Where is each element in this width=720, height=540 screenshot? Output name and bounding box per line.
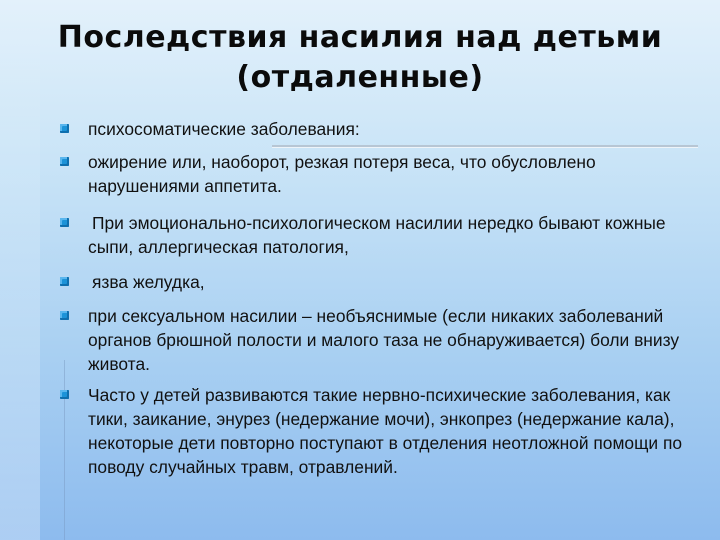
bullet-text: ожирение или, наоборот, резкая потеря веса, что обусловлено нарушениями аппетита. [88, 152, 596, 196]
bullet-list [58, 117, 698, 489]
square-bullet-icon [60, 218, 69, 227]
bullet-text: психосоматические заболевания: [88, 119, 360, 139]
bullet-item [58, 211, 698, 259]
bullet-item [58, 150, 698, 198]
slide-title-line-2: (отдаленные) [236, 60, 484, 95]
bullet-item [58, 304, 698, 376]
square-bullet-icon [60, 277, 69, 286]
square-bullet-icon [60, 157, 69, 166]
square-bullet-icon [60, 390, 69, 399]
bullet-item [58, 117, 698, 141]
bullet-text: Часто у детей развиваются такие нервно-психические заболевания, как тики, заикание, энурез (недержание мочи), энкопрез (недержание кала), некоторые дети повторно поступают в отделения неотложной помощи по поводу случайных травм, отравлений. [88, 385, 683, 477]
bullet-item [58, 270, 698, 294]
bullet-text: язва желудка, [92, 272, 205, 292]
bullet-item [58, 383, 698, 479]
square-bullet-icon [60, 124, 69, 133]
bullet-text: при сексуальном насилии – необъяснимые (если никаких заболеваний органов брюшной полости и малого таза не обнаруживается) боли внизу живота. [88, 306, 680, 374]
slide-title [0, 18, 720, 98]
bullet-text: При эмоционально-психологическом насилии нередко бывают кожные сыпи, аллергическая патология, [88, 213, 666, 257]
slide-title-line-1: Последствия насилия над детьми [57, 20, 663, 55]
square-bullet-icon [60, 311, 69, 320]
